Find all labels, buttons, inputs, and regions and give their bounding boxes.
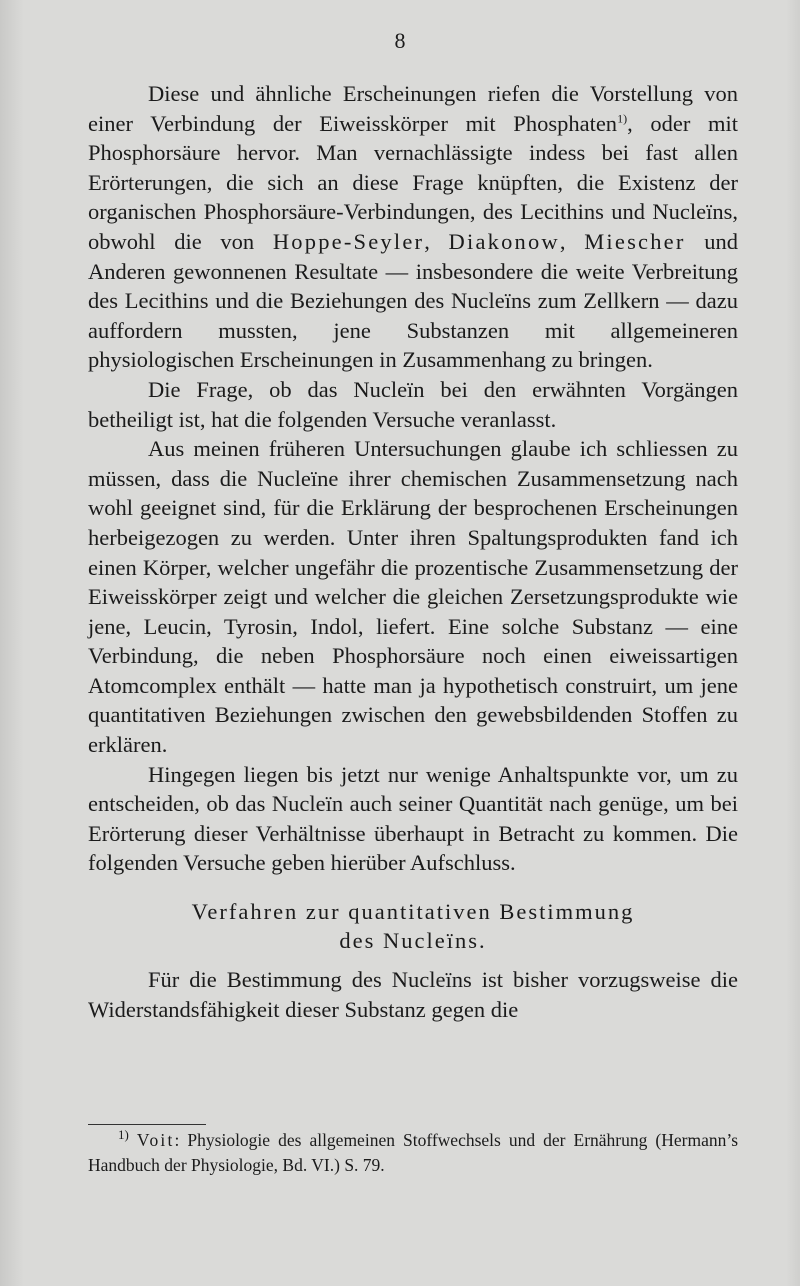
paragraph-4 — [88, 760, 738, 878]
section-heading-line-1: Verfahren zur quantitativen Bestimmung — [191, 899, 635, 925]
author-name: Diakonow — [448, 228, 560, 254]
footnote-reference: 1) — [617, 111, 628, 126]
main-text — [88, 79, 738, 1024]
section-heading — [88, 897, 738, 955]
text-segment: Für die Bestimmung des Nucleïns ist bisher vorzugsweise die Widerstandsfähigkeit dieser Substanz gegen die — [88, 967, 738, 1022]
page-number: 8 — [394, 28, 406, 53]
paragraph-3 — [88, 434, 738, 760]
author-name: Hoppe-Seyler — [272, 228, 425, 254]
text-segment: , — [559, 228, 585, 254]
footnote-author: Voit — [136, 1130, 175, 1150]
paragraph-1 — [88, 79, 738, 375]
paragraph-5 — [88, 965, 738, 1024]
text-segment: und Anderen gewonnenen Resultate — insbesondere die weite Verbreitung des Lecithins und die Beziehungen des Nucleïns zum Zellkern — dazu auffordern mussten, jene Substanzen mit allgemeineren physiologischen Erscheinungen in Zusammenhang zu bringen. — [88, 228, 738, 373]
footnote-separator — [88, 1124, 206, 1125]
text-segment: , — [424, 228, 449, 254]
footnote-marker: 1) — [118, 1127, 129, 1143]
footnote-1 — [88, 1128, 738, 1178]
author-name: Miescher — [584, 228, 686, 254]
text-segment: Aus meinen früheren Untersuchungen glaube ich schliessen zu müssen, dass die Nucleïne ihrer chemischen Zusammensetzung nach wohl geeignet sind, für die Erklärung der besprochenen Erscheinungen herbeigezogen zu werden. Unter ihren Spaltungsprodukten fand ich einen Körper, welcher ungefähr die prozentische Zusammensetzung der Eiweisskörper zeigt und welcher die gleichen Zersetzungsprodukte wie jene, Leucin, Tyrosin, Indol, liefert. Eine solche Substanz — eine Verbindung, die neben Phosphorsäure noch einen eiweissartigen Atomcomplex enthält — hatte man ja hypothetisch construirt, um jene quantitativen Beziehungen zwischen den gewebsbildenden Stoffen zu erklären. — [88, 436, 738, 758]
paragraph-2 — [88, 375, 738, 434]
section-heading-line-2: des Nucleïns. — [339, 928, 487, 954]
text-segment: , oder mit Phosphorsäure hervor. Man vernachlässigte indess bei fast allen Erörterungen, die sich an diese Frage knüpften, die Existenz der organischen Phosphorsäure-Verbindungen, des Lecithins und Nucleïns, obwohl die von — [88, 110, 738, 254]
footnote-text: : Physiologie des allgemeinen Stoffwechsels und der Ernährung (Hermann’s Handbuch der Physiologie, Bd. VI.) S. 79. — [88, 1130, 739, 1175]
text-segment: Diese und ähnliche Erscheinungen riefen die Vorstellung von einer Verbindung der Eiweisskörper mit Phosphaten — [88, 81, 738, 136]
text-segment: Hingegen liegen bis jetzt nur wenige Anhaltspunkte vor, um zu entscheiden, ob das Nucleïn auch seiner Quantität nach genüge, um bei Erörterung dieser Verhältnisse überhaupt in Betracht zu kommen. Die folgenden Versuche geben hierüber Aufschluss. — [88, 761, 738, 876]
footnotes — [88, 1128, 738, 1178]
text-segment: Die Frage, ob das Nucleïn bei den erwähnten Vorgängen betheiligt ist, hat die folgenden Versuche veranlasst. — [88, 376, 738, 432]
